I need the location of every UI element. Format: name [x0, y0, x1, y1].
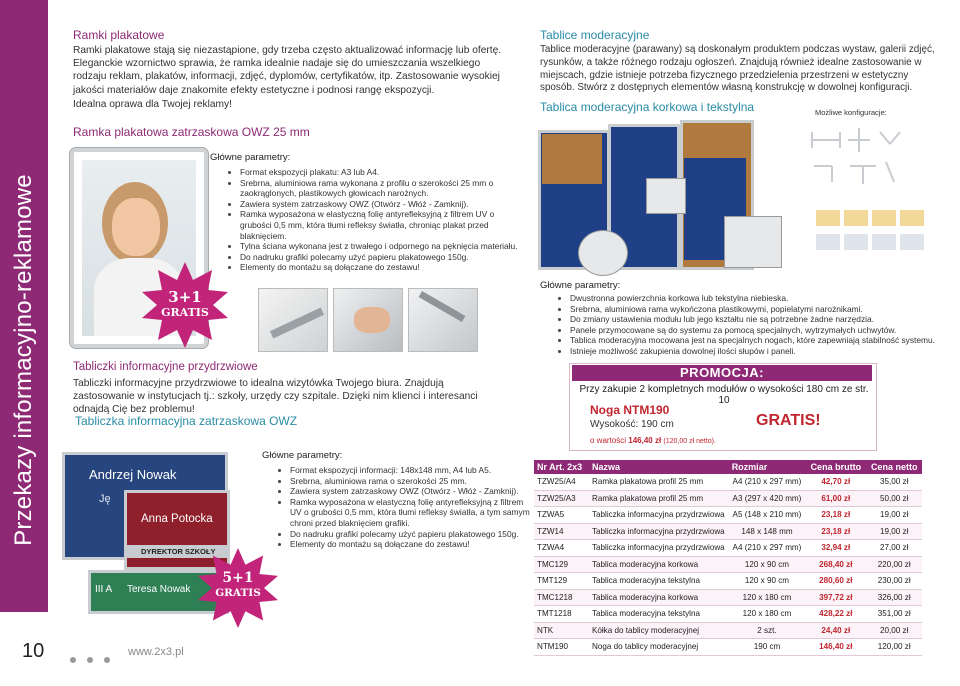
table-row — [534, 573, 922, 590]
sign-name: Teresa Nowak — [127, 584, 191, 595]
configuration-diagrams — [810, 122, 930, 262]
burst-line2: GRATIS — [215, 587, 261, 599]
config-label: Możliwe konfiguracje: — [815, 108, 887, 117]
tabliczki-params-list — [276, 465, 535, 550]
list-item: Do nadruku grafiki polecamy użyć papieru plakatowego 150g. — [240, 252, 520, 263]
col-header: Nr Art. 2x3 — [534, 460, 589, 474]
cell-name: Tabliczka informacyjna przydrzwiowa — [589, 540, 729, 557]
promo-value — [590, 436, 716, 445]
list-item: Srebrna, aluminiowa rama wykończona plastikowymi, popielatymi narożnikami. — [570, 304, 960, 315]
cell-net: 19,00 zł — [866, 523, 922, 540]
promo-product: Noga NTM190 — [590, 403, 670, 417]
list-item: Istnieje możliwość zakupienia dowolnej ilości słupów i paneli. — [570, 346, 960, 357]
list-item: Tablica moderacyjna mocowana jest na specjalnych nogach, które zapewniają stabilność systemu. — [570, 335, 960, 346]
price-table-body — [534, 474, 922, 655]
section-title-tablice: Tablice moderacyjne — [540, 28, 650, 42]
list-item: Srebrna, aluminiowa rama wykonana z profilu o szerokości 25 mm o zaokrąglonych, plastikowych głowicach narożnych. — [240, 178, 520, 199]
col-header: Cena netto — [866, 460, 922, 474]
promo-gratis: GRATIS! — [756, 412, 821, 429]
ramki-params-title: Główne parametry: — [210, 152, 291, 163]
table-row — [534, 490, 922, 507]
cell-size: A3 (297 x 420 mm) — [729, 490, 806, 507]
table-row — [534, 556, 922, 573]
list-item: Ramka wyposażona w elastyczną folię antyrefleksyjną z filtrem UV o grubości 0,5 mm, która tłumi refleksy światła, chroniąc plakat przed blaknięciem. — [240, 209, 520, 241]
cell-name: Kółka do tablicy moderacyjnej — [589, 622, 729, 639]
ramki-subtitle: Ramka plakatowa zatrzaskowa OWZ 25 mm — [73, 125, 310, 139]
tablice-params-list — [556, 293, 960, 357]
promo-burst-5plus1 — [198, 548, 278, 628]
list-item: Format ekspozycji plakatu: A3 lub A4. — [240, 167, 520, 178]
cell-gross: 23,18 zł — [805, 507, 866, 524]
cell-code: TZW25/A3 — [534, 490, 589, 507]
ramki-params-list — [226, 167, 520, 273]
cell-size: 120 x 180 cm — [729, 606, 806, 623]
value-prefix: o wartości — [590, 436, 627, 445]
cell-size: 120 x 90 cm — [729, 556, 806, 573]
cell-code: NTM190 — [534, 639, 589, 656]
list-item: Panele przymocowane są do systemu za pomocą specjalnych, wytrzymałych uchwytów. — [570, 325, 960, 336]
cell-name: Tablica moderacyjna tekstylna — [589, 606, 729, 623]
promo-height: Wysokość: 190 cm — [590, 419, 674, 430]
cell-size: 148 x 148 mm — [729, 523, 806, 540]
cell-name: Tablica moderacyjna korkowa — [589, 556, 729, 573]
list-item: Zawiera system zatrzaskowy OWZ (Otwórz - Włóż - Zamknij). — [290, 486, 535, 497]
list-item: Srebrna, aluminiowa rama o szerokości 25 mm. — [290, 476, 535, 487]
cell-net: 120,00 zł — [866, 639, 922, 656]
cell-code: NTK — [534, 622, 589, 639]
tablice-subtitle: Tablica moderacyjna korkowa i tekstylna — [540, 100, 755, 114]
cell-gross: 146,40 zł — [805, 639, 866, 656]
list-item: Ramka wyposażona w elastyczną folię antyrefleksyjną z filtrem UV o grubości 0,5 mm, która tłumi refleksy światła, a tym samym chroni przed blaknięciem grafiki. — [290, 497, 535, 529]
col-header: Cena brutto — [805, 460, 866, 474]
cell-size: 120 x 180 cm — [729, 589, 806, 606]
cell-net: 351,00 zł — [866, 606, 922, 623]
col-header: Rozmiar — [729, 460, 806, 474]
promo-line: Przy zakupie 2 kompletnych modułów o wysokości 180 cm ze str. 10 — [579, 384, 869, 406]
table-header-row — [534, 460, 922, 474]
promo-title: PROMOCJA: — [572, 365, 872, 381]
cell-code: TZWA4 — [534, 540, 589, 557]
cell-gross: 280,60 zł — [805, 573, 866, 590]
frame-detail-photo-2 — [333, 288, 403, 352]
tabliczki-description: Tabliczki informacyjne przydrzwiowe to idealna wizytówka Twojego biura. Znajdują zastosowanie w instytucjach tj.: szkoły, urzędy czy szpitale. Dzięki nim klienci i interesanci odnajdą Cię bez problemu! — [73, 378, 478, 416]
cell-name: Tabliczka informacyjna przydrzwiowa — [589, 523, 729, 540]
list-item: Format ekspozycji informacji: 148x148 mm, A4 lub A5. — [290, 465, 535, 476]
moderation-boards-photo — [538, 118, 808, 276]
table-row — [534, 474, 922, 490]
promo-burst-3plus1 — [142, 262, 228, 348]
cell-gross: 428,22 zł — [805, 606, 866, 623]
tablice-description: Tablice moderacyjne (parawany) są doskonałym produktem podczas wystaw, galerii zdjęć, rysunków, a także różnego rodzaju ogłoszeń. Znajdują również idealne zastosowanie w miejscach, gdzie istnieje potrzeba fizycznego przedzielenia przestrzeni w estetyczny sposób. Stwórz z dostępnych elementów własną konstrukcję w dowolnej konfiguracji. — [540, 44, 935, 94]
cell-gross: 42,70 zł — [805, 474, 866, 490]
tabliczki-subtitle: Tabliczka informacyjna zatrzaskowa OWZ — [75, 414, 298, 428]
frame-detail-photo-1 — [258, 288, 328, 352]
cell-name: Ramka plakatowa profil 25 mm — [589, 474, 729, 490]
cell-net: 230,00 zł — [866, 573, 922, 590]
cell-gross: 32,94 zł — [805, 540, 866, 557]
table-row — [534, 606, 922, 623]
list-item: Dwustronna powierzchnia korkowa lub tekstylna niebieska. — [570, 293, 960, 304]
cell-name: Tablica moderacyjna korkowa — [589, 589, 729, 606]
cell-name: Noga do tablicy moderacyjnej — [589, 639, 729, 656]
cell-size: 190 cm — [729, 639, 806, 656]
sign-role: Ję — [99, 493, 111, 505]
footer-dots — [70, 650, 121, 668]
cell-code: TMT129 — [534, 573, 589, 590]
price-table — [534, 460, 922, 656]
list-item: Tylna ściana wykonana jest z trwałego i odpornego na pęknięcia materiału. — [240, 241, 520, 252]
cell-net: 326,00 zł — [866, 589, 922, 606]
ramki-description: Ramki plakatowe stają się niezastąpione, gdy trzeba często aktualizować informację lub ofertę. Eleganckie wzornictwo sprawia, że ramka idealnie nadaje się do umieszczania wszelkiego rodzaju reklam, plakatów, informacji, zdjęć, dyplomów, certyfikatów, itp. Zastosowanie wysokiej jakości materiałów daje znakomite efekty estetyczne i podnosi rangę ekspozycji. — [73, 45, 502, 96]
page-number: 10 — [22, 640, 45, 662]
tablice-params-title: Główne parametry: — [540, 280, 621, 291]
sidebar-title — [0, 0, 48, 612]
cell-net: 220,00 zł — [866, 556, 922, 573]
list-item: Do zmiany ustawienia modułu lub jego kształtu nie są potrzebne żadne narzędzia. — [570, 314, 960, 325]
website-link[interactable]: www.2x3.pl — [128, 646, 184, 658]
cell-net: 20,00 zł — [866, 622, 922, 639]
value-suffix: (120,00 zł netto). — [663, 438, 716, 445]
burst-line1: 3+1 — [168, 288, 202, 306]
cell-name: Tablica moderacyjna tekstylna — [589, 573, 729, 590]
cell-size: A5 (148 x 210 mm) — [729, 507, 806, 524]
cell-size: A4 (210 x 297 mm) — [729, 540, 806, 557]
cell-gross: 268,40 zł — [805, 556, 866, 573]
table-row — [534, 507, 922, 524]
cell-gross: 397,72 zł — [805, 589, 866, 606]
tabliczki-params-title: Główne parametry: — [262, 450, 343, 461]
list-item: Elementy do montażu są dołączane do zestawu! — [240, 262, 520, 273]
cell-net: 35,00 zł — [866, 474, 922, 490]
value-amount: 146,40 zł — [628, 436, 662, 445]
table-row — [534, 639, 922, 656]
cell-size: 2 szt. — [729, 622, 806, 639]
cell-net: 19,00 zł — [866, 507, 922, 524]
table-row — [534, 540, 922, 557]
frame-detail-photo-3 — [408, 288, 478, 352]
ramki-tagline: Idealna oprawa dla Twojej reklamy! — [73, 99, 232, 110]
cell-net: 50,00 zł — [866, 490, 922, 507]
burst-line2: GRATIS — [161, 306, 209, 319]
list-item: Elementy do montażu są dołączane do zestawu! — [290, 539, 535, 550]
cell-code: TMT1218 — [534, 606, 589, 623]
cell-gross: 23,18 zł — [805, 523, 866, 540]
cell-code: TMC129 — [534, 556, 589, 573]
list-item: Do nadruku grafiki polecamy użyć papieru plakatowego 150g. — [290, 529, 535, 540]
burst-line1: 5+1 — [222, 570, 254, 586]
section-title-ramki: Ramki plakatowe — [73, 28, 165, 42]
cell-gross: 24,40 zł — [805, 622, 866, 639]
cell-code: TZW14 — [534, 523, 589, 540]
cell-code: TZW25/A4 — [534, 474, 589, 490]
sign-name: Anna Potocka — [141, 513, 213, 525]
col-header: Nazwa — [589, 460, 729, 474]
cell-name: Tabliczka informacyjna przydrzwiowa — [589, 507, 729, 524]
vertical-title: Przekazy informacyjno-reklamowe — [10, 174, 37, 546]
cell-code: TZWA5 — [534, 507, 589, 524]
section-title-tabliczki: Tabliczki informacyjne przydrzwiowe — [73, 361, 258, 373]
cell-size: 120 x 90 cm — [729, 573, 806, 590]
cell-code: TMC1218 — [534, 589, 589, 606]
sign-name: Andrzej Nowak — [89, 467, 177, 482]
table-row — [534, 523, 922, 540]
table-row — [534, 589, 922, 606]
cell-size: A4 (210 x 297 mm) — [729, 474, 806, 490]
sign-role: DYREKTOR SZKOŁY — [127, 545, 227, 558]
sign-room: III A — [95, 584, 113, 595]
cell-gross: 61,00 zł — [805, 490, 866, 507]
list-item: Zawiera system zatrzaskowy OWZ (Otwórz - Włóż - Zamknij). — [240, 199, 520, 210]
table-row — [534, 622, 922, 639]
cell-name: Ramka plakatowa profil 25 mm — [589, 490, 729, 507]
cell-net: 27,00 zł — [866, 540, 922, 557]
